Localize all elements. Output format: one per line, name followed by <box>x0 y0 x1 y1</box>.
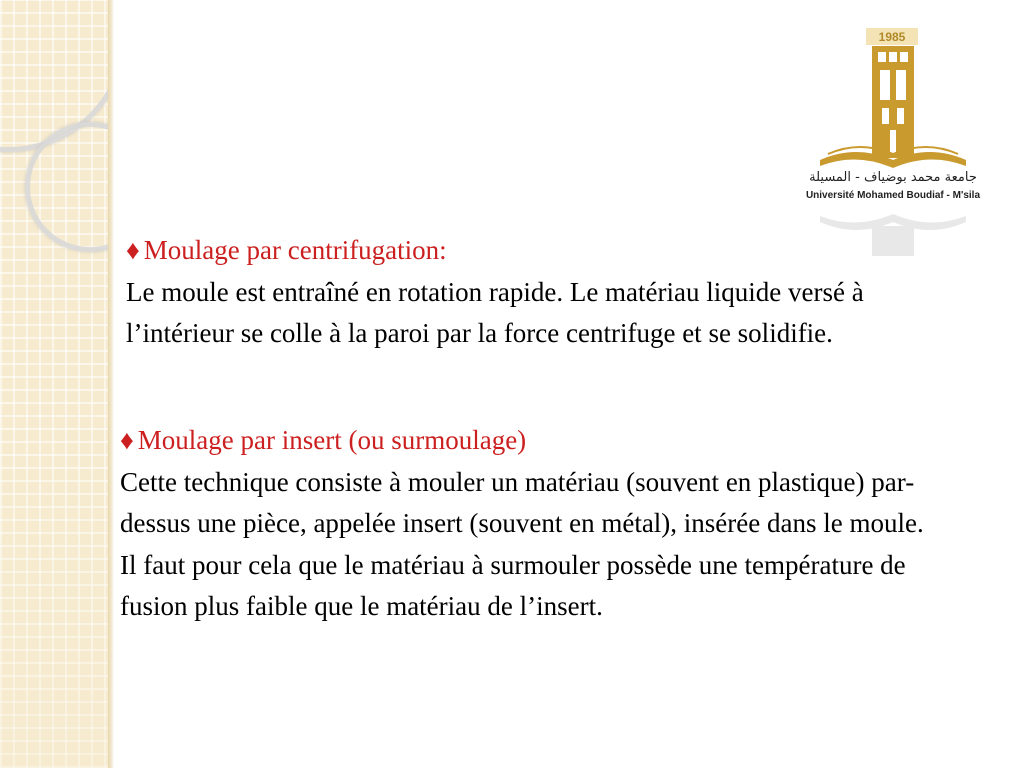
logo-arabic-name: جامعة محمد بوضياف - المسيلة <box>809 170 977 185</box>
university-logo <box>798 26 988 258</box>
diamond-bullet-icon: ♦ <box>126 235 140 265</box>
section-heading-text: Moulage par insert (ou surmoulage) <box>137 425 527 455</box>
strip-edge <box>108 0 114 768</box>
section-insert <box>120 420 940 628</box>
section-heading <box>120 420 940 462</box>
university-logo-emblem <box>798 26 988 258</box>
logo-year: 1985 <box>878 30 906 44</box>
section-body: Cette technique consiste à mouler un matériau (souvent en plastique) par-dessus une pièce, appelée insert (souvent en métal), insérée dans le moule. Il faut pour cela que le matériau à surmouler possède une température de fusion plus faible que le matériau de l’insert. <box>120 466 924 621</box>
logo-latin-name: Université Mohamed Boudiaf - M'sila <box>805 190 981 201</box>
section-heading <box>126 230 966 272</box>
section-centrifugation <box>126 230 966 355</box>
diamond-bullet-icon: ♦ <box>120 425 134 455</box>
section-heading-text: Moulage par centrifugation: <box>143 235 447 265</box>
strip-fade <box>0 0 112 768</box>
section-body: Le moule est entraîné en rotation rapide. Le matériau liquide versé à l’intérieur se colle à la paroi par la force centrifuge et se solidifie. <box>126 276 864 348</box>
left-decorative-strip <box>0 0 112 768</box>
